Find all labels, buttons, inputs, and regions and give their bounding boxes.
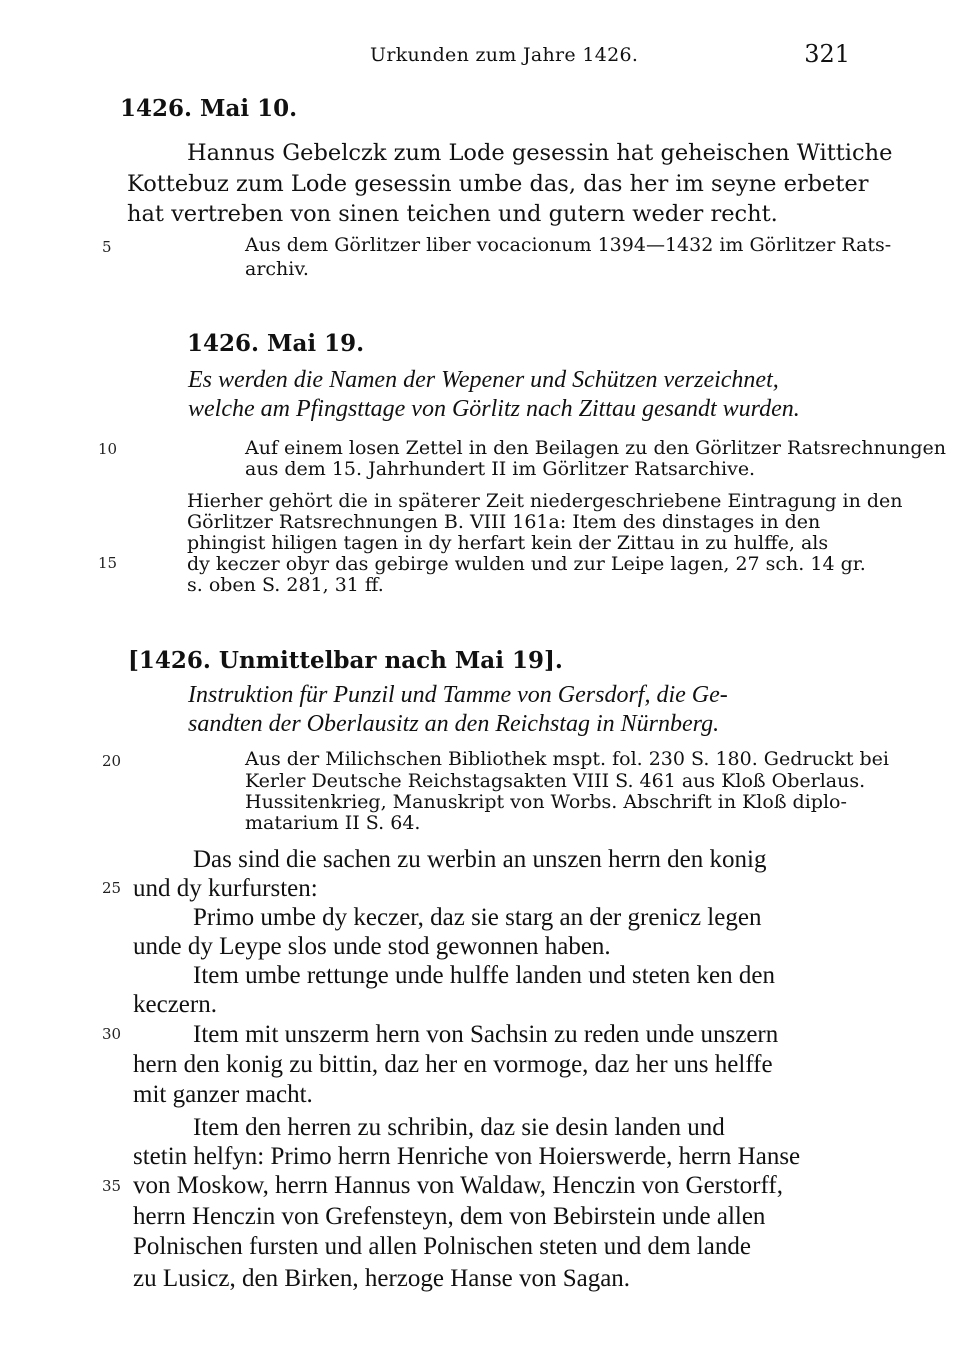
text-line: Das sind die sachen zu werbin an unszen herrn den konig [193,846,767,873]
regest-line: welche am Pfingsttage von Görlitz nach Zittau gesandt wurden. [188,396,800,422]
margin-line-number: 5 [102,238,112,256]
page-number: 321 [804,40,850,68]
margin-line-number: 20 [102,752,122,770]
text-line: herrn Henczin von Grefensteyn, dem von Bebirstein unde allen [133,1203,766,1230]
entry-text-line: Kottebuz zum Lode gesessin umbe das, das her im seyne erbeter [127,171,869,197]
note-line: Görlitzer Ratsrechnungen B. VIII 161a: Item des dinstages in den [187,511,821,533]
regest-line: Instruktion für Punzil und Tamme von Gersdorf, die Ge- [188,682,728,708]
margin-line-number: 30 [102,1025,122,1043]
source-line: Hussitenkrieg, Manuskript von Worbs. Abschrift in Kloß diplo- [245,791,847,813]
text-line: Item mit unszerm hern von Sachsin zu reden unde unszern [193,1021,779,1048]
note-line: phingist hiligen tagen in dy herfart kein der Zittau in zu hulffe, als [187,532,829,554]
text-line: Polnischen fursten und allen Polnischen steten und dem lande [133,1233,751,1260]
regest-line: sandten der Oberlausitz an den Reichstag in Nürnberg. [188,711,720,737]
source-line: Kerler Deutsche Reichstagsakten VIII S. 461 aus Kloß Oberlaus. [245,770,866,792]
entry-text-line: hat vertreben von sinen teichen und gutern weder recht. [127,201,778,227]
note-line: s. oben S. 281, 31 ff. [187,574,384,596]
note-line: dy keczer obyr das gebirge wulden und zur Leipe lagen, 27 sch. 14 gr. [187,553,866,575]
entry-date: 1426. Mai 19. [187,330,365,357]
text-line: stetin helfyn: Primo herrn Henriche von Hoierswerde, herrn Hanse [133,1143,801,1170]
text-line: unde dy Leype slos unde stod gewonnen haben. [133,933,611,960]
text-line: zu Lusicz, den Birken, herzoge Hanse von Sagan. [133,1265,631,1292]
margin-line-number: 15 [98,554,118,572]
note-line: Hierher gehört die in späterer Zeit niedergeschriebene Eintragung in den [187,490,903,512]
source-line: Aus der Milichschen Bibliothek mspt. fol. 230 S. 180. Gedruckt bei [245,748,890,770]
entry-date: 1426. Mai 10. [120,95,298,122]
text-line: Primo umbe dy keczer, daz sie starg an der grenicz legen [193,904,762,931]
entry-date: [1426. Unmittelbar nach Mai 19]. [128,647,563,674]
text-line: mit ganzer macht. [133,1081,313,1108]
source-line: Aus dem Görlitzer liber vocacionum 1394—1432 im Görlitzer Rats- [245,234,892,256]
text-line: und dy kurfursten: [133,875,318,902]
text-line: hern den konig zu bittin, daz her en vormoge, daz her uns helffe [133,1051,773,1078]
source-line: Auf einem losen Zettel in den Beilagen zu den Görlitzer Ratsrechnungen [245,437,947,459]
margin-line-number: 35 [102,1177,122,1195]
text-line: Item den herren zu schribin, daz sie desin landen und [193,1114,725,1141]
margin-line-number: 25 [102,879,122,897]
source-line: aus dem 15. Jahrhundert II im Görlitzer Ratsarchive. [245,458,756,480]
entry-text-line: Hannus Gebelczk zum Lode gesessin hat geheischen Wittiche [187,140,893,166]
running-head: Urkunden zum Jahre 1426. [370,44,639,66]
text-line: von Moskow, herrn Hannus von Waldaw, Henczin von Gerstorff, [133,1172,783,1199]
text-line: keczern. [133,991,217,1018]
source-line: matarium II S. 64. [245,812,421,834]
source-line: archiv. [245,258,309,280]
text-line: Item umbe rettunge unde hulffe landen und steten ken den [193,962,775,989]
regest-line: Es werden die Namen der Wepener und Schützen verzeichnet, [188,367,779,393]
margin-line-number: 10 [98,440,118,458]
